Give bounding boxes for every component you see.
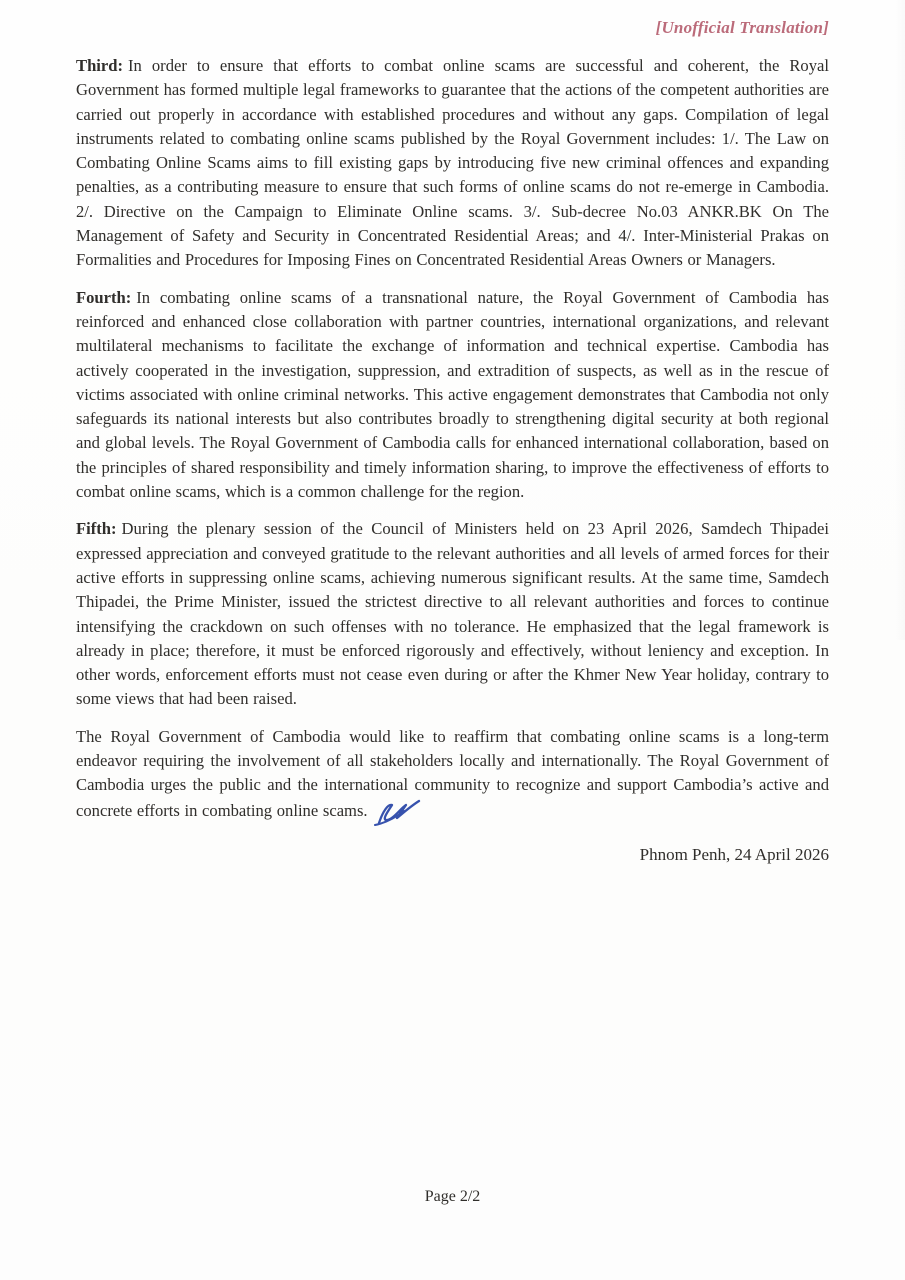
dateline: Phnom Penh, 24 April 2026	[639, 844, 829, 864]
paragraph-third	[76, 54, 829, 273]
paragraph-third-label: Third:	[76, 56, 124, 75]
paragraph-fifth	[76, 517, 829, 711]
paragraph-closing	[76, 725, 829, 828]
paragraph-fifth-label: Fifth:	[76, 519, 117, 539]
paragraph-fifth-text: During the plenary session of the Council of Ministers held on 23 April 2026, Samdech Thipadei expressed appreciation and conveyed gratitude to the relevant authorities and all levels of armed forces for their active efforts in suppressing online scams, achieving numerous significant results. At the same time, Samdech Thipadei, the Prime Minister, issued the strictest directive to all relevant authorities and forces to continue intensifying the crackdown on such offenses with no tolerance. He emphasized that the legal framework is already in place; therefore, it must be enforced rigorously and effectively, without leniency and exception. In other words, enforcement efforts must not cease even during or after the Khmer New Year holiday, contrary to some views that had been raised.	[76, 519, 829, 709]
scan-edge-shadow	[895, 0, 905, 640]
paragraph-fourth	[76, 286, 829, 505]
paragraph-fourth-label: Fourth:	[76, 287, 132, 307]
paragraph-fourth-text: In combating online scams of a transnational nature, the Royal Government of Cambodia has reinforced and enhanced close collaboration with partner countries, international organizations, and relevant multilateral mechanisms to facilitate the exchange of information and technical expertise. Cambodia has actively cooperated in the investigation, suppression, and extradition of suspects, as well as in the rescue of victims associated with online criminal networks. This active engagement demonstrates that Cambodia not only safeguards its national interests but also contributes broadly to strengthening digital security at both regional and global levels. The Royal Government of Cambodia calls for enhanced international collaboration, based on the principles of shared responsibility and timely information sharing, to improve the effectiveness of efforts to combat online scams, which is a common challenge for the region.	[76, 287, 829, 502]
page-number: Page 2/2	[424, 1188, 481, 1205]
document-content	[76, 18, 829, 882]
signature-initials-icon	[370, 798, 424, 828]
paragraph-closing-text: The Royal Government of Cambodia would like to reaffirm that combating online scams is a long-term endeavor requiring the involvement of all stakeholders locally and internationally. The Royal Government of Cambodia urges the public and the international community to recognize and support Cambodia’s active and concrete efforts in combating online scams.	[76, 726, 829, 820]
paragraph-third-text: In order to ensure that efforts to combat online scams are successful and coherent, the Royal Government has formed multiple legal frameworks to guarantee that the actions of the competent authorities are carried out properly in accordance with established procedures and without any gaps. Compilation of legal instruments related to combating online scams published by the Royal Government includes: 1/. The Law on Combating Online Scams aims to fill existing gaps by introducing five new criminal offences and expanding penalties, as a contributing measure to ensure that such forms of online scams do not re-emerge in Cambodia. 2/. Directive on the Campaign to Eliminate Online scams. 3/. Sub-decree No.03 ANKR.BK On The Management of Safety and Security in Concentrated Residential Areas; and 4/. Inter-Ministerial Prakas on Formalities and Procedures for Imposing Fines on Concentrated Residential Areas Owners or Managers.	[76, 56, 829, 270]
unofficial-translation-tag: [Unofficial Translation]	[655, 18, 829, 37]
